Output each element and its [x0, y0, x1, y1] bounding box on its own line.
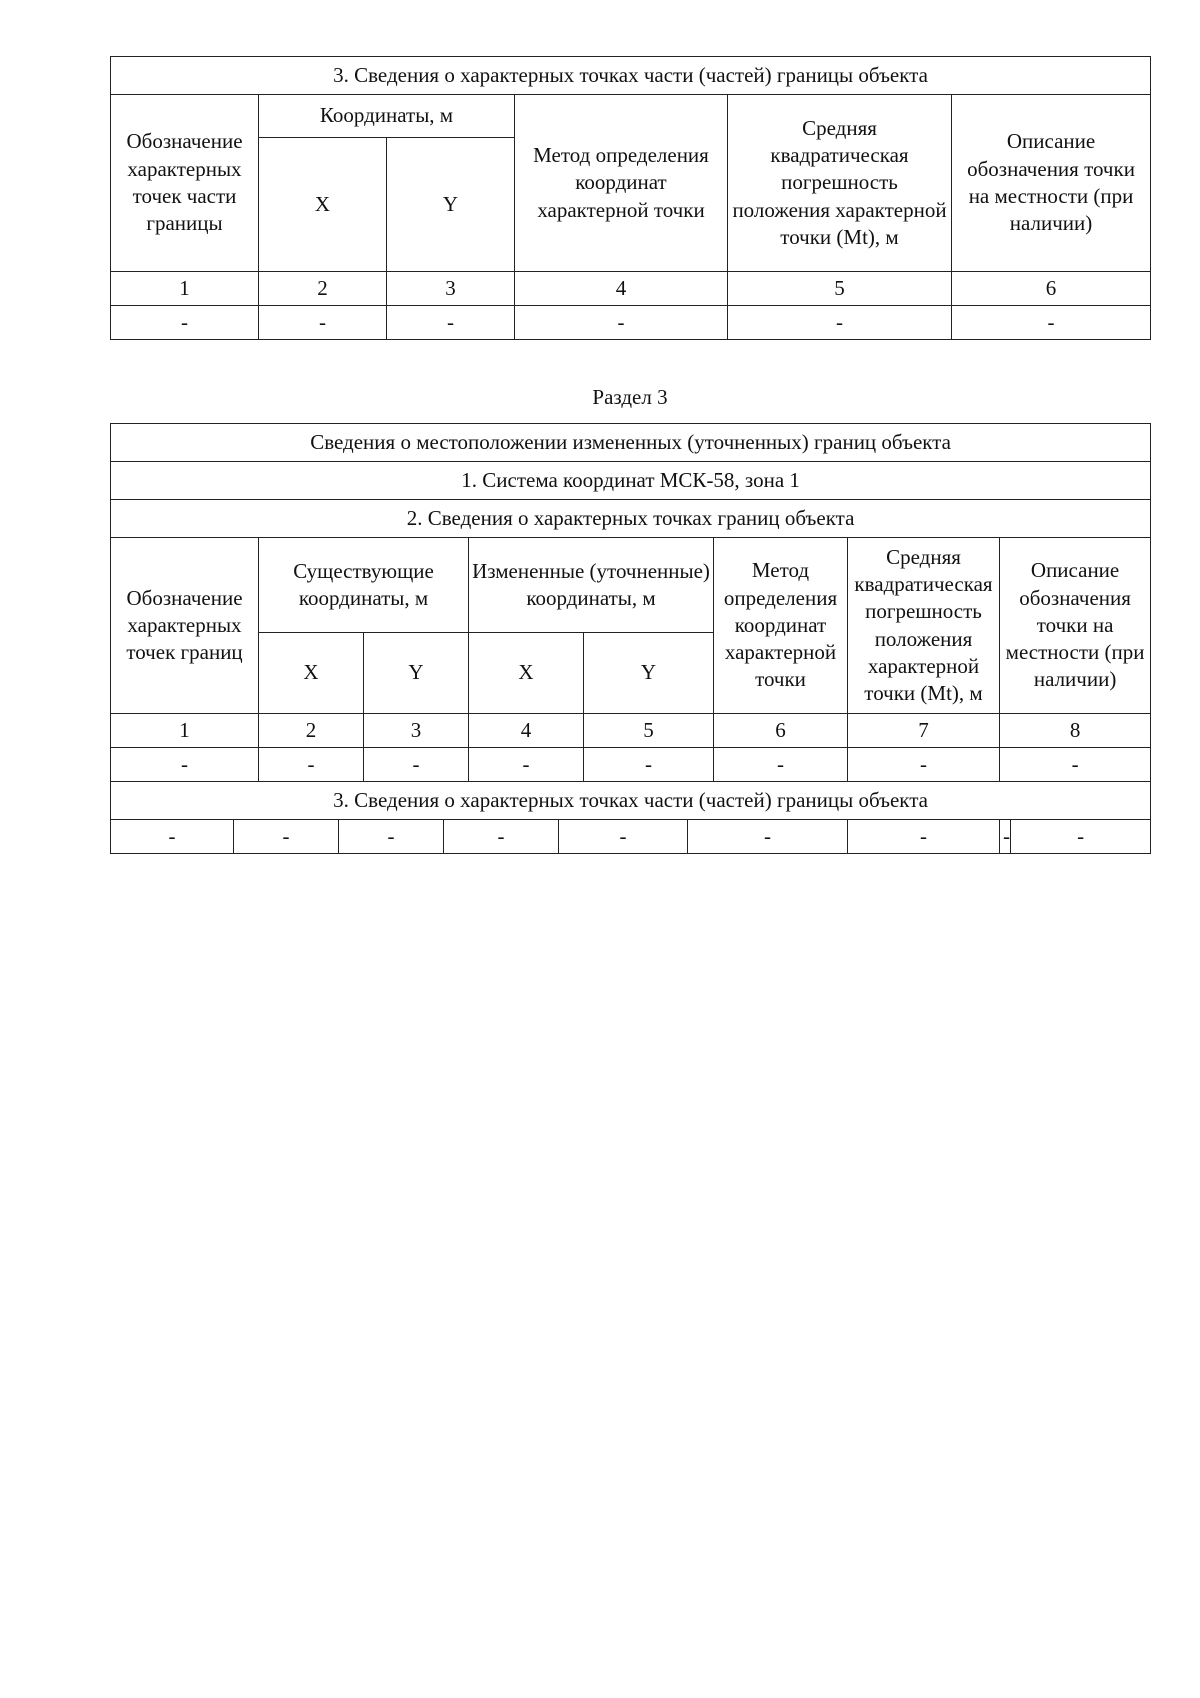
table-title: Сведения о местоположении измененных (уточненных) границ объекта [111, 424, 1151, 462]
header-x: X [259, 138, 387, 272]
table-cell: - [515, 306, 728, 340]
column-number: 6 [952, 272, 1151, 306]
table-cell: - [728, 306, 952, 340]
table-cell: - [848, 820, 1000, 854]
parts-title: 3. Сведения о характерных точках части (частей) границы объекта [111, 782, 1151, 820]
table-cell: - [584, 748, 714, 782]
header-description: Описание обозначения точки на местности (при наличии) [1000, 538, 1151, 714]
column-number: 1 [111, 272, 259, 306]
column-number: 1 [111, 714, 259, 748]
table-row [111, 748, 1151, 782]
header-designation: Обозначение характерных точек части границы [111, 95, 259, 272]
boundary-parts-table [110, 56, 1151, 340]
header-changed-coordinates: Измененные (уточненные) координаты, м [469, 538, 714, 633]
table-cell: - [469, 748, 584, 782]
header-coordinates: Координаты, м [259, 95, 515, 138]
column-number: 2 [259, 714, 364, 748]
table-cell: - [714, 748, 848, 782]
header-designation: Обозначение характерных точек границ [111, 538, 259, 714]
column-number: 3 [364, 714, 469, 748]
header-method: Метод определения координат характерной точки [714, 538, 848, 714]
column-number: 6 [714, 714, 848, 748]
table-title: 3. Сведения о характерных точках части (частей) границы объекта [111, 57, 1151, 95]
column-number: 4 [469, 714, 584, 748]
header-existing-coordinates: Существующие координаты, м [259, 538, 469, 633]
column-number: 8 [1000, 714, 1151, 748]
table-cell: - [1000, 820, 1011, 854]
table-cell: - [559, 820, 688, 854]
column-number: 4 [515, 272, 728, 306]
column-number: 5 [584, 714, 714, 748]
table-cell: - [444, 820, 559, 854]
header-existing-y: Y [364, 633, 469, 714]
table-cell: - [688, 820, 848, 854]
header-error: Средняя квадратическая погрешность положения характерной точки (Mt), м [848, 538, 1000, 714]
header-existing-x: X [259, 633, 364, 714]
table-subtitle: 2. Сведения о характерных точках границ объекта [111, 500, 1151, 538]
table-row [111, 820, 1151, 854]
header-changed-y: Y [584, 633, 714, 714]
table-cell: - [848, 748, 1000, 782]
table-cell: - [111, 820, 234, 854]
header-method: Метод определения координат характерной точки [515, 95, 728, 272]
table-cell: - [111, 306, 259, 340]
column-number: 3 [387, 272, 515, 306]
header-error: Средняя квадратическая погрешность положения характерной точки (Mt), м [728, 95, 952, 272]
header-description: Описание обозначения точки на местности (при наличии) [952, 95, 1151, 272]
header-changed-x: X [469, 633, 584, 714]
section-heading: Раздел 3 [592, 385, 668, 409]
column-number: 7 [848, 714, 1000, 748]
table-row [111, 306, 1151, 340]
table-cell: - [234, 820, 339, 854]
table-cell: - [387, 306, 515, 340]
header-y: Y [387, 138, 515, 272]
changed-boundaries-table [110, 423, 1151, 854]
table-cell: - [259, 306, 387, 340]
table-cell: - [952, 306, 1151, 340]
column-number: 2 [259, 272, 387, 306]
table-cell: - [1011, 820, 1151, 854]
table-cell: - [259, 748, 364, 782]
table-cell: - [364, 748, 469, 782]
table-cell: - [111, 748, 259, 782]
table-cell: - [1000, 748, 1151, 782]
table-cell: - [339, 820, 444, 854]
column-number: 5 [728, 272, 952, 306]
coordinate-system: 1. Система координат МСК-58, зона 1 [111, 462, 1151, 500]
